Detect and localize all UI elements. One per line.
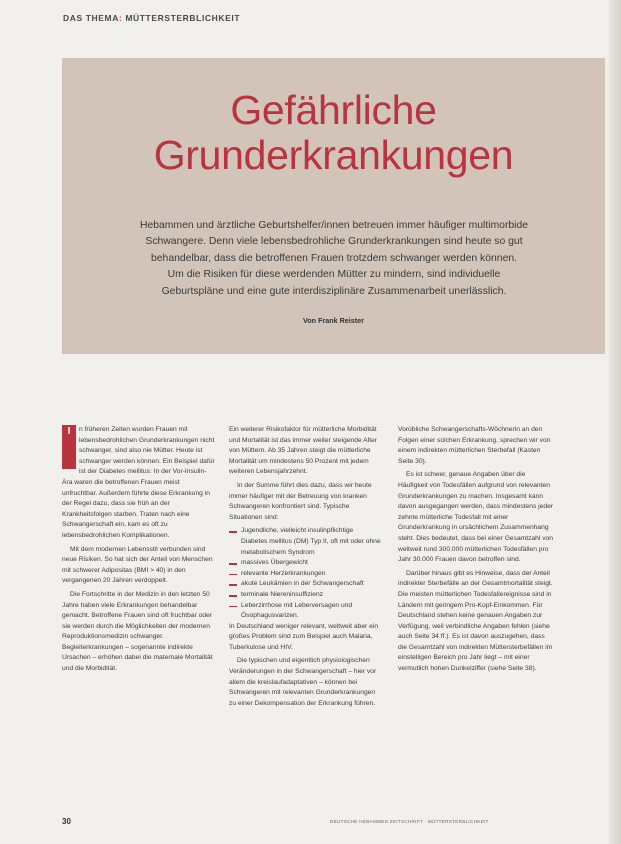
paragraph: Darüber hinaus gibt es Hinweise, dass der Anteil indirekter Sterbefälle an der Gesamtmortalität steigt. Die meisten mütterlichen Todesfallereignisse sind in Ländern mit geringem Pro-Kopf-Einkommen. Für Deutschland stehen keine genauen Angaben zur Verfügung, weil verbindliche Angaben fehlen (siehe auch Seite 34 ff.). Es ist davon auszugehen, dass die Gesamtzahl von indirekten Müttersterbefällen im einstelligen Bereich pro Jahr liegt – mit einer vermutlich hohen Dunkelziffer (siehe Seite 38). [398, 569, 553, 673]
article-column-2 [229, 425, 381, 712]
lead-line: Schwangere. Denn viele lebensbedrohliche Grunderkrankungen sind heute so gut [145, 236, 523, 248]
article-column-3 [398, 425, 555, 678]
paragraph: In der Summe führt dies dazu, dass wir heute immer häufiger mit der Betreuung von kranken Schwangeren konfrontiert sind. Typische Situationen sind: [229, 481, 372, 521]
drop-cap [62, 425, 76, 469]
title-line-1: Gefährliche [230, 87, 437, 133]
lead-line: Hebammen und ärztliche Geburtshelfer/innen betreuen immer häufiger multimorbide [139, 220, 529, 231]
paragraph: Vorübliche Schwangerschafts-Wöchnerin an den Folgen einer solchen Erkrankung, sprechen wir von einem indirekten mütterlichen Sterbefall (Kasten Seite 30). [398, 426, 551, 465]
kicker-section: DAS THEMA [63, 13, 119, 23]
kicker-topic: MÜTTERSTERBLICHKEIT [125, 13, 241, 23]
title-line-2: Grunderkrankungen [153, 132, 514, 178]
risk-list-item: terminale Niereninsuffizienz [229, 590, 381, 601]
lead-paragraph [96, 218, 572, 300]
page-edge-shadow [609, 0, 621, 844]
risk-list-item: massives Übergewicht [229, 558, 381, 569]
running-footer: DEUTSCHE HEBAMMEN ZEITSCHRIFT · MÜTTERSTERBLICHKEIT [330, 819, 489, 824]
lead-line: Geburtspläne und eine gute interdisziplinäre Zusammenarbeit unerlässlich. [161, 285, 507, 297]
author-byline: Von Frank Reister [303, 316, 364, 325]
kicker-separator: : [118, 13, 123, 23]
paragraph: Die typischen und eigentlich physiologischen Veränderungen in der Schwangerschaft – hier vor allem die kreislaufadaptativen – können bei Schwangeren mit relevanten Grunderkrankungen zu einer Dekompensation der Erkrankung führen. [229, 657, 377, 707]
risk-list-item: Jugendliche, vielleicht insulinpflichtige Diabetes mellitus (DM) Typ II, oft mit oder ohne metabolischem Syndrom [229, 526, 381, 558]
article-column-1 [62, 425, 216, 678]
section-kicker [63, 13, 240, 23]
page-number: 30 [62, 817, 71, 826]
risk-list-item: Leberzirrhose mit Leberversagen und Ösophagusvarizen. [229, 601, 381, 622]
risk-list-item: akute Leukämien in der Schwangerschaft [229, 579, 381, 590]
drop-cap-letter: I [67, 426, 71, 437]
paragraph: Mit dem modernen Lebensstil verbunden sind neue Risiken. So hat sich der Anteil von Menschen mit schwerer Adipositas (BMI > 40) in den vergangenen 20 Jahren verdoppelt. [62, 545, 213, 585]
paragraph: In Deutschland weniger relevant, weltweit aber ein großes Problem sind zum Beispiel auch Malaria, Tuberkulose und HIV. [229, 622, 379, 651]
article-title [62, 88, 605, 178]
risk-list-item: relevante Herzerkrankungen [229, 569, 381, 580]
lead-line: behandelbar, dass die betroffenen Frauen trotzdem schwanger werden können. [150, 252, 518, 264]
risk-list [229, 526, 381, 621]
paragraph: Ein weiterer Risikofaktor für mütterliche Morbidität und Mortalität ist das immer weiter steigende Alter von Müttern. Ab 35 Jahren steigt die mütterliche Mortalität um mindestens 50 Prozent mit jedem weiteren Lebensjahrzehnt. [229, 426, 377, 476]
paragraph: Es ist schwer, genaue Angaben über die Häufigkeit von Todesfällen aufgrund von relevanten Grunderkrankungen zu machen. Insgesamt kann davon ausgegangen werden, dass mindestens jeder zehnte mütterliche Todesfall mit einer Grunderkrankung in ursächlichem Zusammenhang steht. Dies bedeutet, dass bei einer Gesamtzahl von weltweit rund 300.000 mütterlichen Todesfällen pro Jahr 30.000 Frauen davon betroffen sind. [398, 471, 554, 564]
paragraph: n früheren Zeiten wurden Frauen mit lebensbedrohlichen Grunderkrankungen nicht schwanger, sind also nie Mütter. Heute ist schwanger werden können. Ein Beispiel dafür ist der Diabetes mellitus: In der Vor-Insulin-Ära waren die betroffenen Frauen meist unfruchtbar. Außerdem führte diese Erkrankung in der Regel dazu, dass sie früh an der Krankheitsfolgen starben. Traten nach eine Schwangerschaft ein, kam es oft zu lebensbedrohlichen Komplikationen. [62, 426, 215, 539]
paragraph: Die Fortschritte in der Medizin in den letzten 50 Jahre haben viele Erkrankungen behandelbar gemacht. Betroffene Frauen sind oft fruchtbar oder sie werden durch die Möglichkeiten der modernen Reproduktionsmedizin schwanger. Begleiterkrankungen – sogenannte indirekte Ursachen – erhöhen dabei die maternale Mortalität und die Morbidität. [62, 590, 213, 673]
lead-line: Um die Risiken für diese werdenden Mütter zu mindern, sind individuelle [167, 269, 501, 281]
